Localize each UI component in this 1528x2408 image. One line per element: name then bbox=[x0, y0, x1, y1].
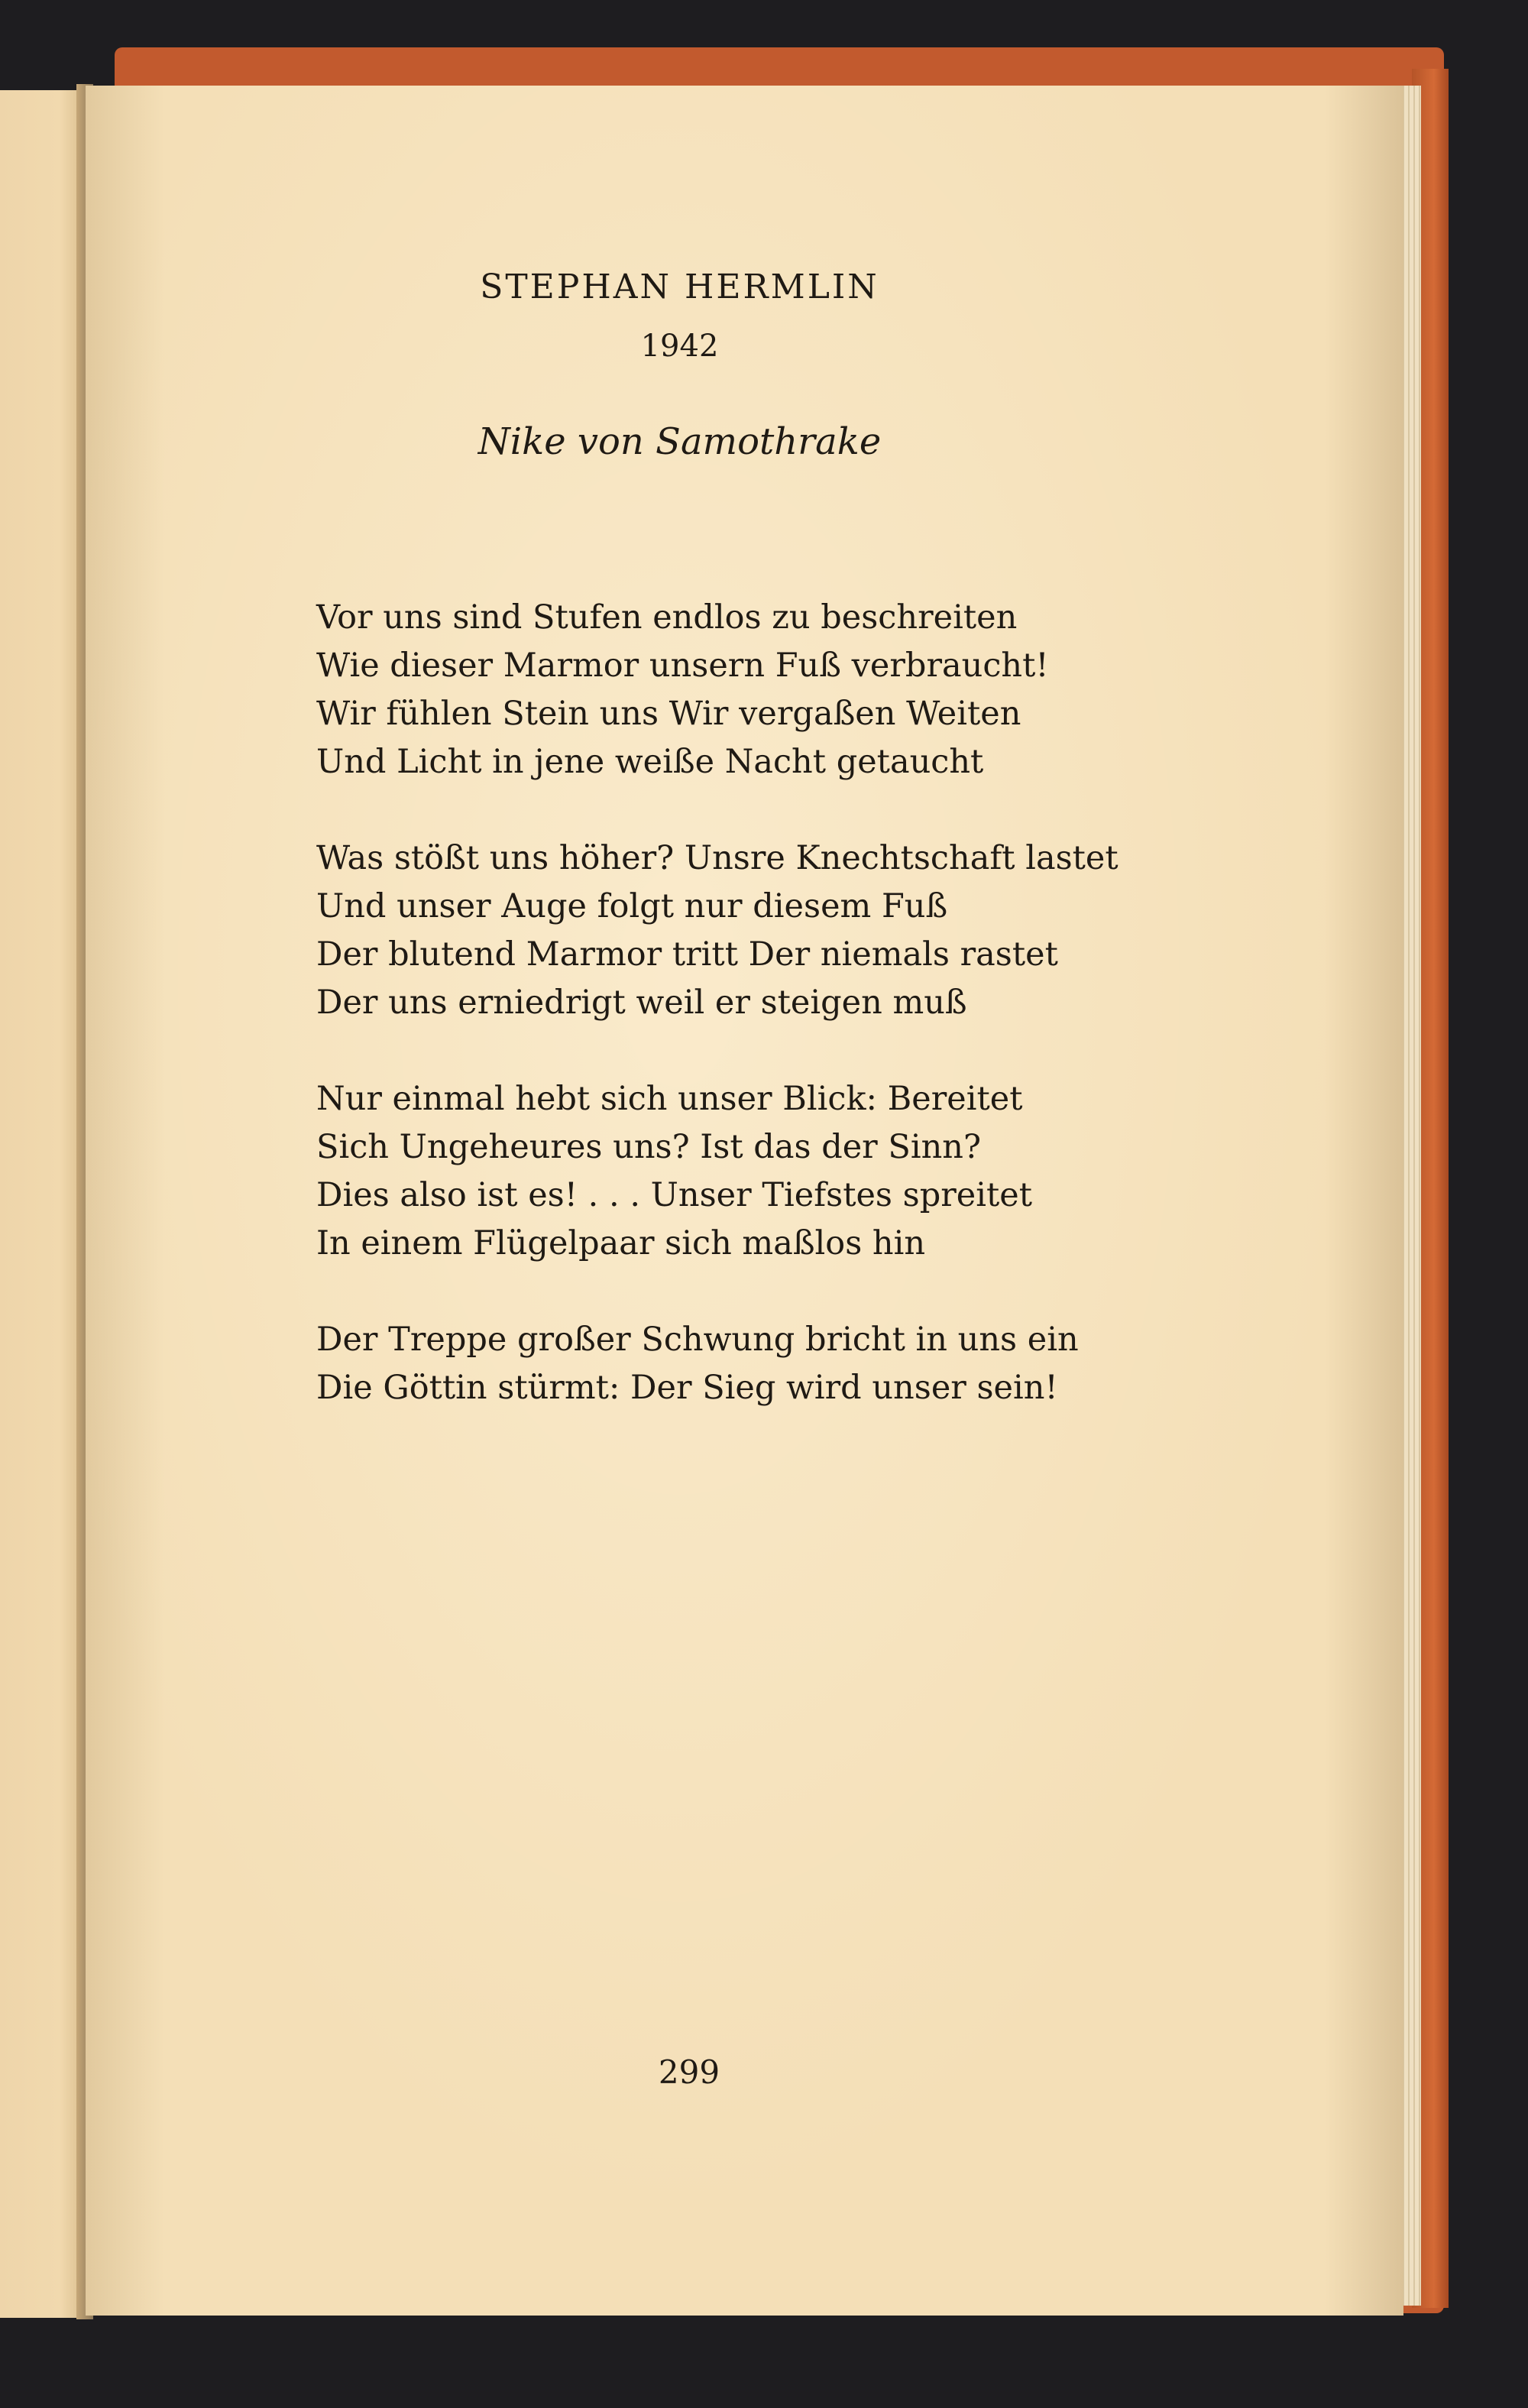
poem-line: Der blutend Marmor tritt Der niemals rastet bbox=[316, 935, 1058, 974]
poem-year: 1942 bbox=[640, 329, 719, 364]
poem-line: Wie dieser Marmor unsern Fuß verbraucht! bbox=[316, 647, 1049, 685]
poem-line: Der Treppe großer Schwung bricht in uns ein bbox=[316, 1321, 1079, 1359]
book-page bbox=[86, 86, 1403, 2316]
stanza-3 bbox=[316, 1075, 1271, 1268]
page-number: 299 bbox=[658, 2053, 720, 2091]
poem-line: Dies also ist es! . . . Unser Tiefstes spreitet bbox=[316, 1176, 1033, 1214]
facing-page bbox=[0, 90, 86, 2318]
poem-title: Nike von Samothrake bbox=[478, 420, 882, 463]
poem-line: Und Licht in jene weiße Nacht getaucht bbox=[316, 743, 984, 781]
poem-line: Nur einmal hebt sich unser Blick: Bereitet bbox=[316, 1080, 1023, 1118]
stanza-1 bbox=[316, 594, 1271, 786]
poem-line: Vor uns sind Stufen endlos zu beschreiten bbox=[316, 598, 1018, 637]
poem-line: Die Göttin stürmt: Der Sieg wird unser sein! bbox=[316, 1369, 1058, 1407]
author-name: STEPHAN HERMLIN bbox=[480, 267, 879, 306]
poem-line: In einem Flügelpaar sich maßlos hin bbox=[316, 1224, 926, 1262]
poem-line: Und unser Auge folgt nur diesem Fuß bbox=[316, 887, 948, 925]
stanza-2 bbox=[316, 835, 1271, 1027]
poem-line: Was stößt uns höher? Unsre Knechtschaft lastet bbox=[316, 839, 1118, 877]
poem-line: Wir fühlen Stein uns Wir vergaßen Weiten bbox=[316, 695, 1021, 733]
stanza-4 bbox=[316, 1316, 1271, 1412]
poem-line: Sich Ungeheures uns? Ist das der Sinn? bbox=[316, 1128, 982, 1166]
poem-line: Der uns erniedrigt weil er steigen muß bbox=[316, 984, 967, 1022]
